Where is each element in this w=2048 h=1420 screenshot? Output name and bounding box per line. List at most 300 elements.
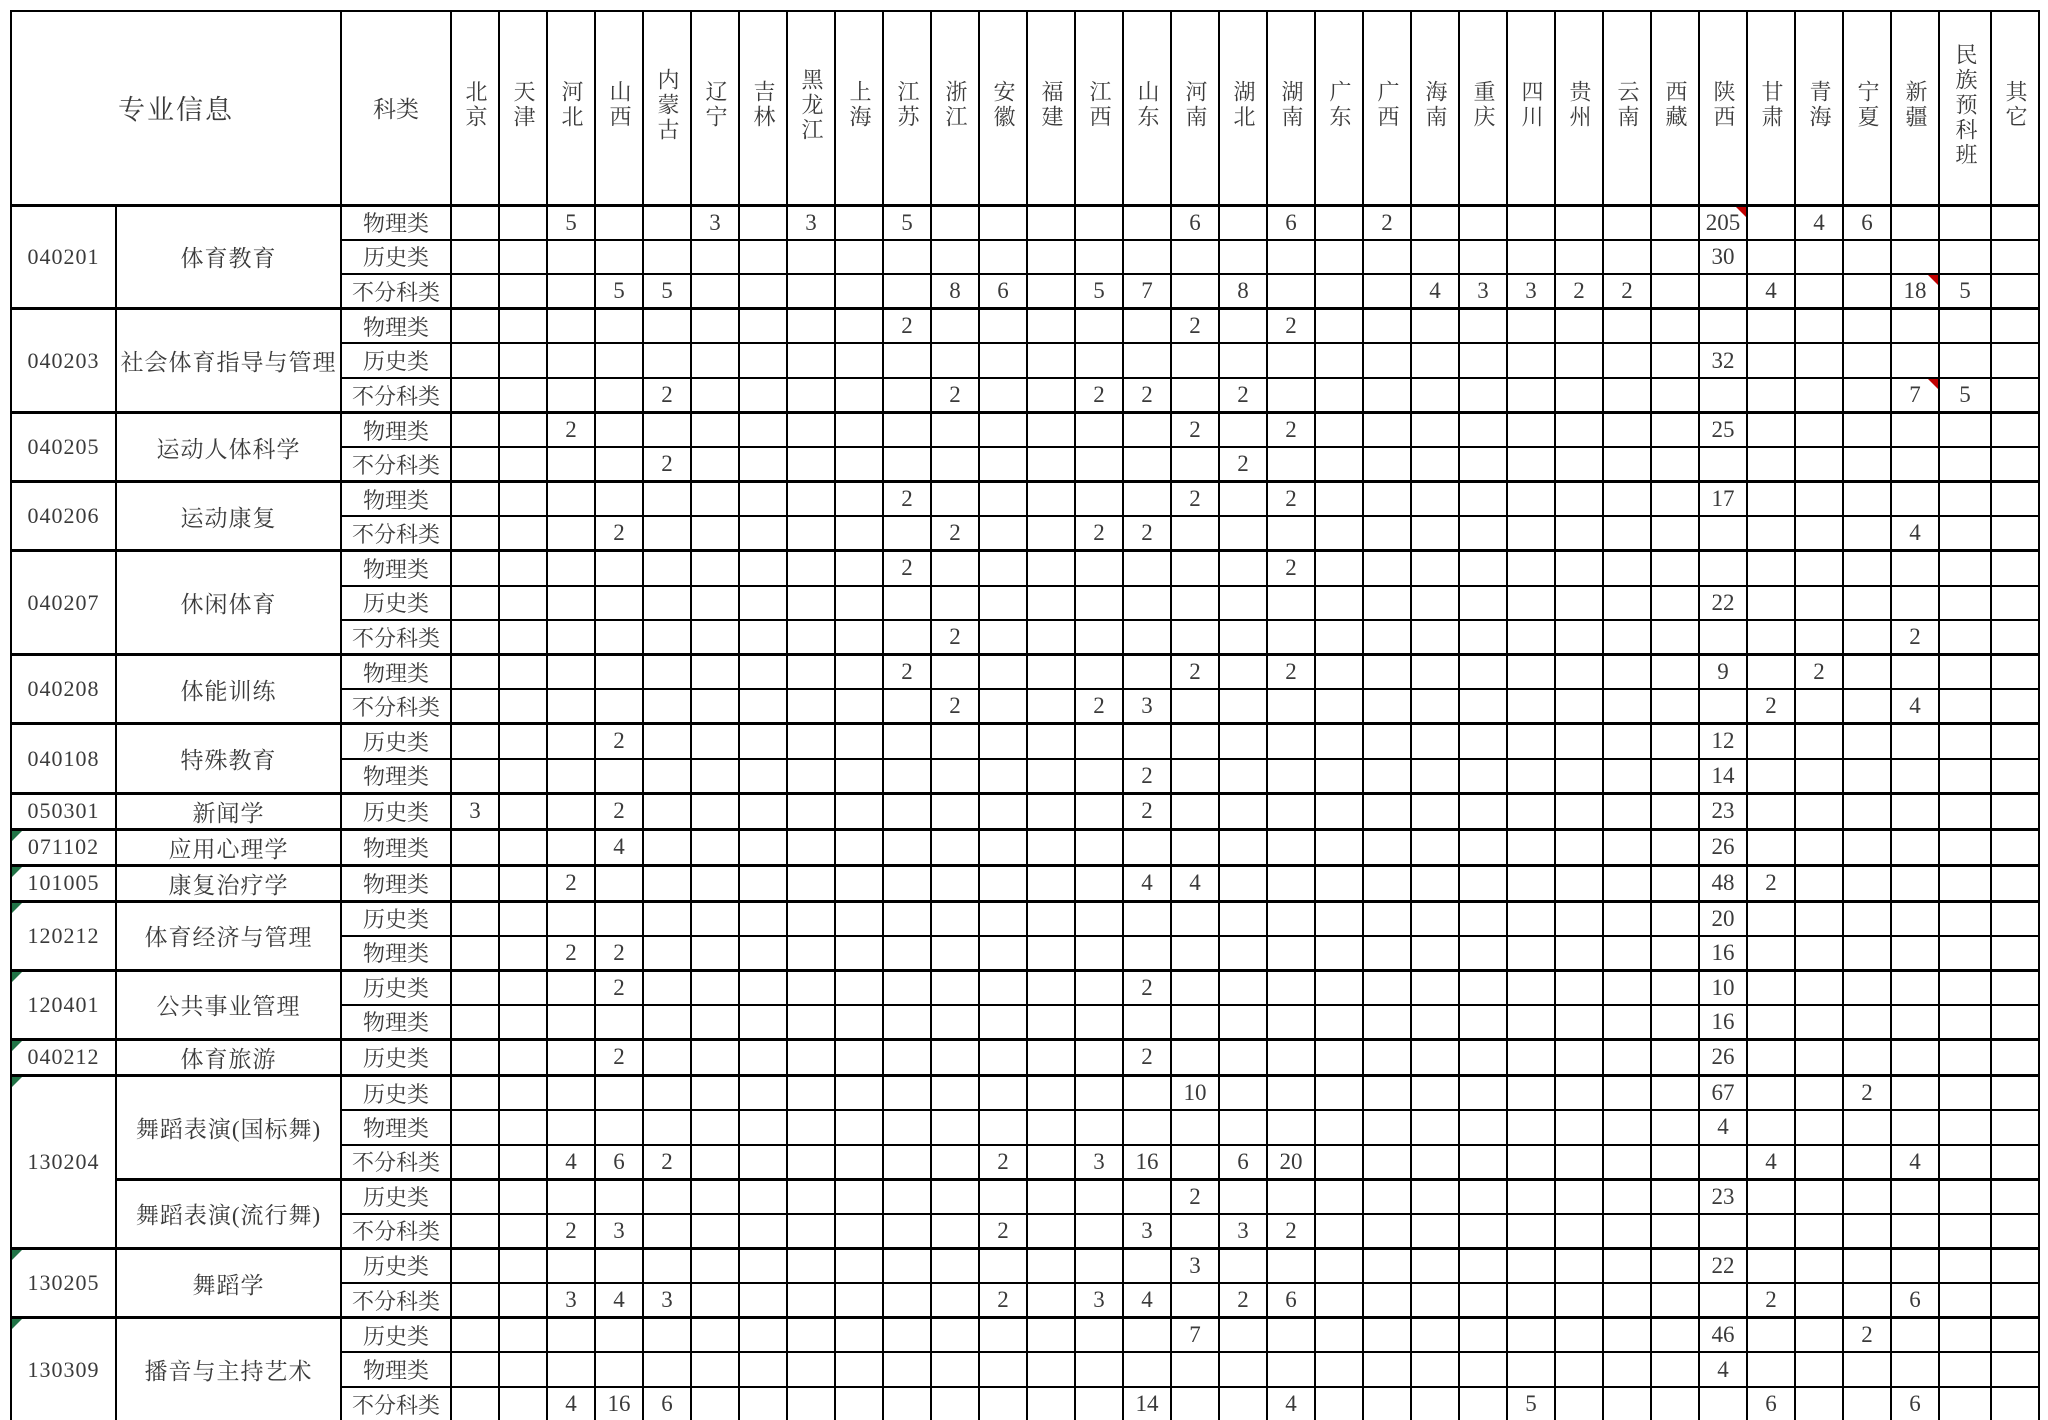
value-cell [1315, 586, 1363, 621]
value-cell [1459, 240, 1507, 275]
value-cell [691, 970, 739, 1005]
table-row [11, 970, 2039, 1005]
value-cell [835, 1214, 883, 1249]
province-header [1171, 11, 1219, 205]
value-cell [1459, 620, 1507, 655]
value-cell [1267, 274, 1315, 309]
value-cell [1603, 205, 1651, 240]
value-cell: 2 [1795, 655, 1843, 690]
value-cell: 6 [1843, 205, 1891, 240]
value-cell [1411, 689, 1459, 724]
value-cell: 2 [595, 516, 643, 551]
value-cell [1123, 1179, 1171, 1214]
value-cell [1843, 620, 1891, 655]
value-cell [1219, 1110, 1267, 1145]
value-cell [1459, 936, 1507, 971]
value-cell [595, 205, 643, 240]
value-cell [883, 378, 931, 413]
value-cell [1171, 378, 1219, 413]
value-cell [1171, 759, 1219, 794]
value-cell [1219, 1352, 1267, 1387]
value-cell [1171, 793, 1219, 829]
value-cell [1315, 516, 1363, 551]
province-header-label: 贵州 [1567, 80, 1592, 131]
value-cell [499, 689, 547, 724]
value-cell [787, 901, 835, 936]
value-cell [1459, 1283, 1507, 1318]
value-cell [1651, 689, 1699, 724]
value-cell [499, 240, 547, 275]
value-cell [883, 689, 931, 724]
value-cell [931, 413, 979, 448]
value-cell [499, 1179, 547, 1214]
value-cell: 48 [1699, 865, 1747, 901]
value-cell [1507, 378, 1555, 413]
value-cell: 2 [1747, 865, 1795, 901]
value-cell [1219, 343, 1267, 378]
province-header-label: 福建 [1039, 80, 1064, 131]
value-cell [1991, 1352, 2039, 1387]
value-cell [1267, 901, 1315, 936]
value-cell [1939, 1352, 1991, 1387]
value-cell [1603, 1110, 1651, 1145]
value-cell [739, 274, 787, 309]
value-cell [835, 793, 883, 829]
value-cell [547, 724, 595, 759]
value-cell [451, 551, 499, 586]
value-cell [1123, 620, 1171, 655]
value-cell [931, 1039, 979, 1075]
province-header-label: 甘肃 [1759, 80, 1784, 131]
value-cell [1267, 1110, 1315, 1145]
value-cell [1027, 724, 1075, 759]
value-cell [1171, 551, 1219, 586]
value-cell [1411, 551, 1459, 586]
value-cell [691, 1248, 739, 1283]
subject-type-cell: 物理类 [341, 309, 451, 344]
value-cell [1459, 759, 1507, 794]
value-cell: 67 [1699, 1075, 1747, 1110]
value-cell [1699, 516, 1747, 551]
value-cell [1843, 1214, 1891, 1249]
value-cell [547, 1005, 595, 1040]
value-cell [787, 793, 835, 829]
value-cell [835, 1145, 883, 1180]
subject-type-cell: 历史类 [341, 1039, 451, 1075]
value-cell [1991, 1248, 2039, 1283]
province-header [1219, 11, 1267, 205]
province-header [691, 11, 739, 205]
value-cell [1795, 1039, 1843, 1075]
value-cell: 5 [547, 205, 595, 240]
value-cell [1939, 413, 1991, 448]
value-cell [1411, 655, 1459, 690]
value-cell [739, 1110, 787, 1145]
province-header-label: 民族预科班 [1953, 42, 1978, 168]
value-cell [1991, 970, 2039, 1005]
subject-type-cell: 不分科类 [341, 620, 451, 655]
value-cell [1651, 724, 1699, 759]
value-cell [691, 1039, 739, 1075]
value-cell [931, 901, 979, 936]
value-cell: 2 [1171, 413, 1219, 448]
value-cell [1603, 1005, 1651, 1040]
value-cell [1075, 1318, 1123, 1353]
major-name-cell: 特殊教育 [116, 724, 341, 793]
value-cell [451, 482, 499, 517]
value-cell [1699, 378, 1747, 413]
value-cell [1651, 309, 1699, 344]
value-cell: 4 [1795, 205, 1843, 240]
value-cell [1603, 343, 1651, 378]
value-cell [1315, 901, 1363, 936]
value-cell [1219, 516, 1267, 551]
value-cell [1603, 1039, 1651, 1075]
value-cell: 2 [1171, 309, 1219, 344]
province-header-label: 内蒙古 [655, 67, 680, 143]
value-cell [1603, 865, 1651, 901]
value-cell [1507, 482, 1555, 517]
value-cell [595, 1179, 643, 1214]
value-cell [1027, 1005, 1075, 1040]
value-cell: 26 [1699, 829, 1747, 865]
value-cell [1075, 970, 1123, 1005]
value-cell [1603, 586, 1651, 621]
value-cell [1459, 1179, 1507, 1214]
value-cell [739, 413, 787, 448]
value-cell [787, 343, 835, 378]
value-cell [1651, 793, 1699, 829]
value-cell: 2 [1267, 551, 1315, 586]
value-cell [1363, 378, 1411, 413]
major-name-cell: 体能训练 [116, 655, 341, 724]
value-cell: 5 [595, 274, 643, 309]
value-cell [931, 205, 979, 240]
value-cell [931, 936, 979, 971]
value-cell [1075, 309, 1123, 344]
value-cell [1459, 343, 1507, 378]
value-cell [1027, 1283, 1075, 1318]
value-cell [1991, 1318, 2039, 1353]
value-cell [691, 586, 739, 621]
value-cell [1891, 1248, 1939, 1283]
value-cell [1891, 793, 1939, 829]
value-cell [1459, 865, 1507, 901]
value-cell [1171, 1005, 1219, 1040]
value-cell [1315, 274, 1363, 309]
value-cell [1363, 1318, 1411, 1353]
value-cell [595, 1005, 643, 1040]
value-cell [451, 936, 499, 971]
value-cell: 14 [1123, 1387, 1171, 1420]
value-cell [1459, 1005, 1507, 1040]
value-cell [1939, 1075, 1991, 1110]
value-cell [739, 586, 787, 621]
value-cell [1459, 447, 1507, 482]
value-cell [451, 205, 499, 240]
table-row [11, 1075, 2039, 1110]
value-cell [499, 829, 547, 865]
value-cell [643, 205, 691, 240]
value-cell [499, 724, 547, 759]
value-cell [1795, 1387, 1843, 1420]
value-cell [1843, 1387, 1891, 1420]
value-cell [1027, 901, 1075, 936]
value-cell [1843, 901, 1891, 936]
value-cell [1603, 1179, 1651, 1214]
value-cell [1843, 793, 1891, 829]
value-cell [1939, 793, 1991, 829]
value-cell [643, 309, 691, 344]
table-row [11, 1039, 2039, 1075]
value-cell [1699, 551, 1747, 586]
value-cell [1555, 620, 1603, 655]
major-name-cell: 公共事业管理 [116, 970, 341, 1039]
value-cell [1991, 378, 2039, 413]
value-cell [595, 1248, 643, 1283]
value-cell [1991, 1179, 2039, 1214]
value-cell [1555, 865, 1603, 901]
value-cell [1363, 240, 1411, 275]
value-cell [643, 689, 691, 724]
value-cell [1991, 793, 2039, 829]
value-cell [499, 1352, 547, 1387]
value-cell [787, 1005, 835, 1040]
value-cell: 4 [1699, 1352, 1747, 1387]
value-cell: 4 [1123, 1283, 1171, 1318]
value-cell [1747, 309, 1795, 344]
value-cell [1603, 240, 1651, 275]
value-cell [1507, 1318, 1555, 1353]
value-cell [1603, 413, 1651, 448]
value-cell [1027, 1075, 1075, 1110]
value-cell [1843, 240, 1891, 275]
value-cell [835, 1110, 883, 1145]
major-name-cell: 体育经济与管理 [116, 901, 341, 970]
value-cell: 2 [1123, 378, 1171, 413]
value-cell [1555, 724, 1603, 759]
value-cell [1507, 586, 1555, 621]
value-cell [1747, 901, 1795, 936]
value-cell [979, 1352, 1027, 1387]
value-cell [1123, 901, 1171, 936]
value-cell [979, 865, 1027, 901]
value-cell [1991, 1214, 2039, 1249]
value-cell [1411, 205, 1459, 240]
value-cell [979, 447, 1027, 482]
value-cell [883, 936, 931, 971]
value-cell [979, 1075, 1027, 1110]
value-cell [739, 447, 787, 482]
province-header [787, 11, 835, 205]
value-cell [835, 901, 883, 936]
value-cell [1363, 1283, 1411, 1318]
value-cell: 2 [979, 1145, 1027, 1180]
value-cell [1219, 551, 1267, 586]
value-cell [1651, 1318, 1699, 1353]
value-cell [547, 240, 595, 275]
value-cell [1075, 724, 1123, 759]
major-info-header: 专业信息 [11, 11, 341, 205]
value-cell [1555, 970, 1603, 1005]
value-cell [1411, 240, 1459, 275]
province-header [1363, 11, 1411, 205]
value-cell [1603, 309, 1651, 344]
value-cell [1315, 1075, 1363, 1110]
value-cell [1843, 1110, 1891, 1145]
value-cell [1123, 205, 1171, 240]
value-cell [1459, 205, 1507, 240]
value-cell [979, 1039, 1027, 1075]
value-cell [1363, 447, 1411, 482]
province-header-label: 湖北 [1231, 80, 1256, 131]
value-cell: 2 [1123, 970, 1171, 1005]
value-cell [1315, 865, 1363, 901]
value-cell: 2 [1843, 1318, 1891, 1353]
subject-type-cell: 历史类 [341, 586, 451, 621]
value-cell [1315, 970, 1363, 1005]
value-cell [1411, 970, 1459, 1005]
value-cell [931, 1145, 979, 1180]
value-cell [787, 655, 835, 690]
value-cell [1507, 1039, 1555, 1075]
table-body [11, 205, 2039, 1420]
value-cell [1991, 447, 2039, 482]
table-row [11, 1179, 2039, 1214]
value-cell [835, 759, 883, 794]
value-cell [1315, 551, 1363, 586]
value-cell [1459, 309, 1507, 344]
value-cell [691, 759, 739, 794]
value-cell [499, 447, 547, 482]
province-header [1651, 11, 1699, 205]
value-cell [1795, 865, 1843, 901]
province-header-label: 新疆 [1903, 80, 1928, 131]
value-cell [1075, 586, 1123, 621]
province-header [547, 11, 595, 205]
value-cell [451, 343, 499, 378]
value-cell [1555, 1387, 1603, 1420]
value-cell [1843, 1179, 1891, 1214]
value-cell [1315, 447, 1363, 482]
value-cell [1843, 1039, 1891, 1075]
value-cell [1747, 793, 1795, 829]
value-cell [1555, 343, 1603, 378]
value-cell: 2 [1075, 689, 1123, 724]
value-cell [1027, 1145, 1075, 1180]
value-cell: 10 [1699, 970, 1747, 1005]
value-cell [499, 516, 547, 551]
value-cell: 2 [1363, 205, 1411, 240]
value-cell [835, 378, 883, 413]
value-cell [1939, 1214, 1991, 1249]
value-cell [739, 1214, 787, 1249]
value-cell [1699, 1145, 1747, 1180]
value-cell [979, 759, 1027, 794]
value-cell [1795, 1248, 1843, 1283]
value-cell [1267, 829, 1315, 865]
province-header [1267, 11, 1315, 205]
value-cell: 4 [547, 1387, 595, 1420]
value-cell: 2 [1267, 1214, 1315, 1249]
value-cell [1027, 1352, 1075, 1387]
value-cell [979, 378, 1027, 413]
value-cell [1843, 724, 1891, 759]
value-cell: 16 [1123, 1145, 1171, 1180]
province-header [739, 11, 787, 205]
value-cell [643, 793, 691, 829]
major-code-cell: 050301 [11, 793, 116, 829]
major-name-cell: 新闻学 [116, 793, 341, 829]
value-cell [499, 1145, 547, 1180]
value-cell: 5 [1939, 274, 1991, 309]
value-cell [1939, 865, 1991, 901]
value-cell [691, 413, 739, 448]
value-cell [883, 1039, 931, 1075]
value-cell: 2 [1123, 759, 1171, 794]
value-cell [499, 1283, 547, 1318]
province-header-label: 其它 [2003, 80, 2028, 131]
value-cell: 3 [643, 1283, 691, 1318]
value-cell [1991, 1075, 2039, 1110]
value-cell [1603, 724, 1651, 759]
value-cell [1507, 343, 1555, 378]
value-cell [1699, 689, 1747, 724]
major-code-cell: 040108 [11, 724, 116, 793]
value-cell: 3 [1171, 1248, 1219, 1283]
value-cell [931, 1352, 979, 1387]
value-cell [1459, 829, 1507, 865]
value-cell [1651, 343, 1699, 378]
value-cell [1363, 829, 1411, 865]
subject-type-cell: 不分科类 [341, 1387, 451, 1420]
value-cell: 25 [1699, 413, 1747, 448]
value-cell [1991, 1283, 2039, 1318]
value-cell [547, 482, 595, 517]
subject-type-header: 科类 [341, 11, 451, 205]
value-cell [979, 1248, 1027, 1283]
value-cell [1991, 1145, 2039, 1180]
value-cell [1555, 1214, 1603, 1249]
value-cell [883, 1179, 931, 1214]
value-cell [931, 1110, 979, 1145]
value-cell [883, 901, 931, 936]
value-cell [835, 240, 883, 275]
value-cell [1459, 1145, 1507, 1180]
value-cell [547, 343, 595, 378]
value-cell: 2 [979, 1214, 1027, 1249]
value-cell [787, 1283, 835, 1318]
value-cell: 2 [547, 936, 595, 971]
value-cell: 8 [1219, 274, 1267, 309]
major-name-cell: 播音与主持艺术 [116, 1318, 341, 1420]
value-cell [835, 1179, 883, 1214]
subject-type-cell: 物理类 [341, 1110, 451, 1145]
value-cell: 23 [1699, 1179, 1747, 1214]
value-cell: 4 [1123, 865, 1171, 901]
value-cell: 2 [1747, 1283, 1795, 1318]
value-cell: 2 [931, 378, 979, 413]
value-cell [979, 413, 1027, 448]
value-cell [1027, 1039, 1075, 1075]
value-cell [1891, 1214, 1939, 1249]
enrollment-plan-table [10, 10, 2040, 1420]
value-cell [1843, 1283, 1891, 1318]
value-cell [1795, 378, 1843, 413]
value-cell [1507, 936, 1555, 971]
value-cell [595, 378, 643, 413]
table-row [11, 309, 2039, 344]
